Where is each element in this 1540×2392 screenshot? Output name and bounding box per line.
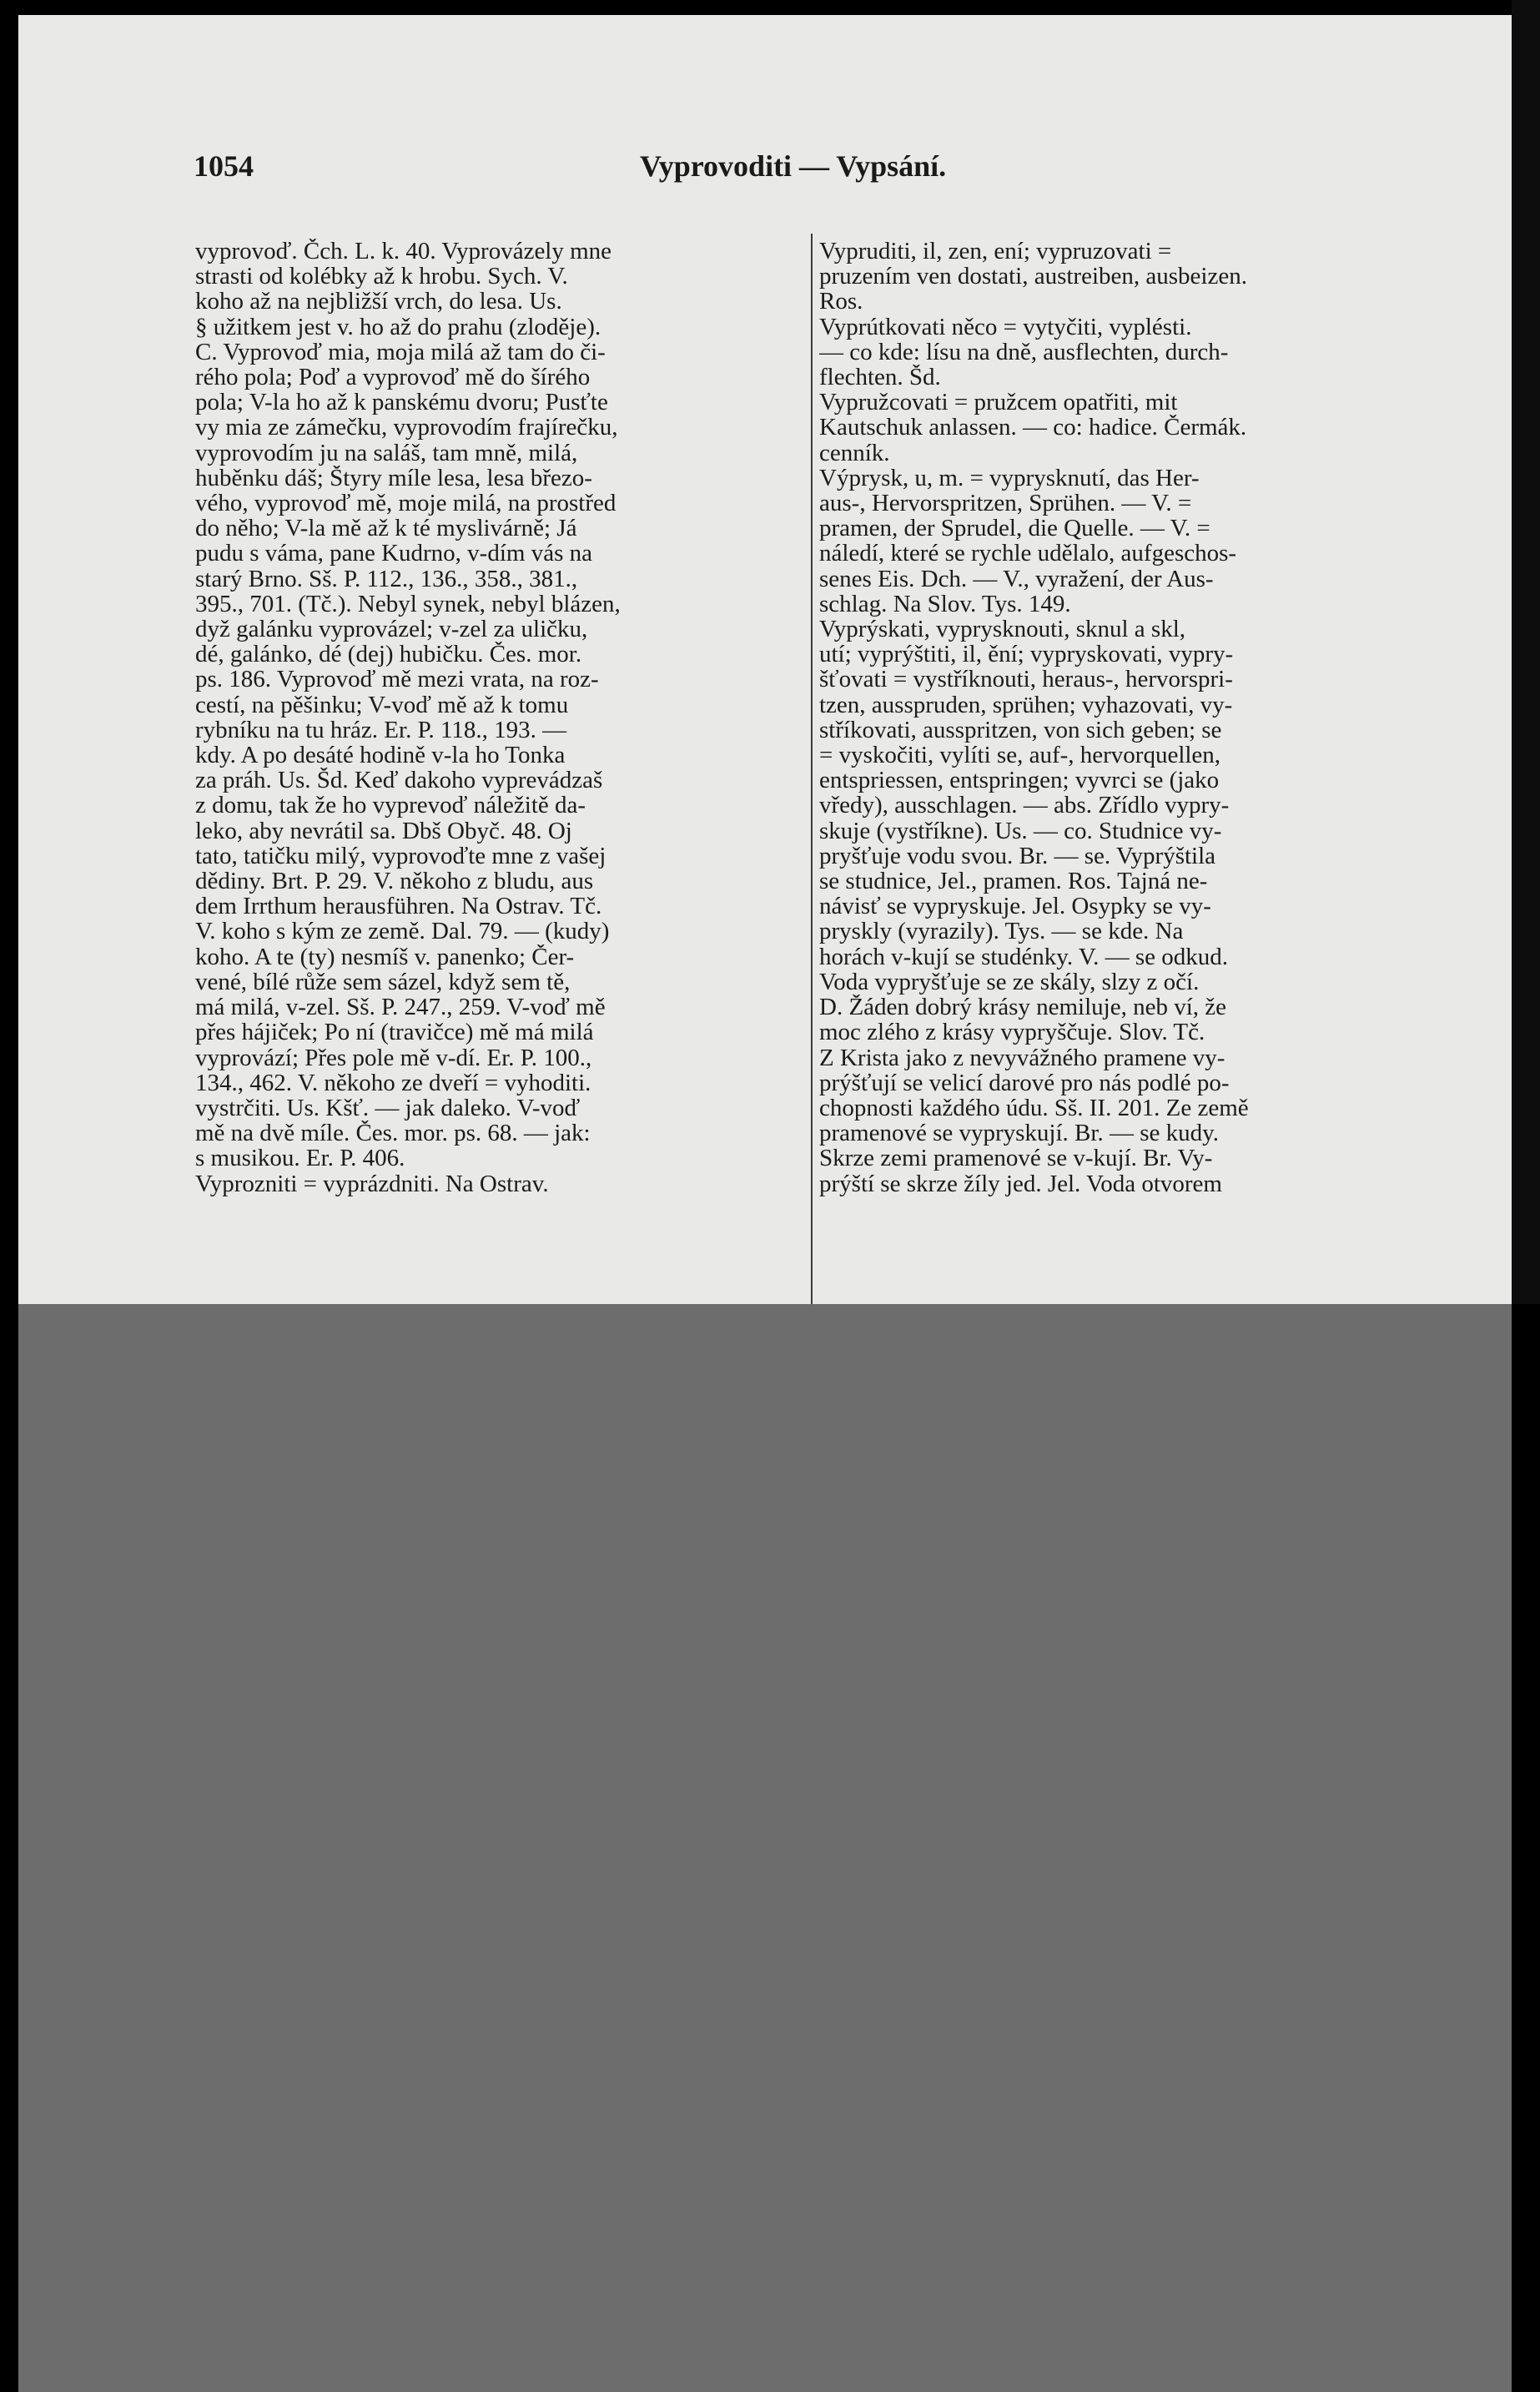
text-line: 134., 462. V. někoho ze dveří = vyhoditi. (195, 1070, 591, 1095)
text-line: Kautschuk anlassen. — co: hadice. Čermák. (819, 415, 1247, 441)
text-line: pryskly (vyrazily). Tys. — se kde. Na (819, 919, 1184, 944)
text-line: = vyskočiti, vylíti se, auf-, hervorquellen, (819, 743, 1221, 768)
text-line: pramen, der Sprudel, die Quelle. — V. = (819, 516, 1210, 541)
dictionary-page (18, 15, 1512, 1304)
text-line: dem Irrthum herausführen. Na Ostrav. Tč. (195, 894, 602, 919)
text-line: Vypružcovati = pružcem opatřiti, mit (819, 390, 1178, 415)
text-line: Voda vypryšťuje se ze skály, slzy z očí. (819, 969, 1200, 995)
text-line: leko, aby nevrátil sa. Dbš Obyč. 48. Oj (195, 818, 572, 843)
text-line: rybníku na tu hráz. Er. P. 118., 193. — (195, 717, 567, 743)
text-line: Vyprýskati, vyprysknouti, sknul a skl, (819, 617, 1186, 642)
text-line: D. Žáden dobrý krásy nemiluje, neb ví, že (819, 995, 1227, 1020)
text-line: vyprovoď. Čch. L. k. 40. Vyprovázely mne (195, 239, 612, 264)
column-divider (811, 234, 813, 1304)
left-column (195, 239, 804, 1304)
text-line: vyprovází; Přes pole mě v-dí. Er. P. 100., (195, 1045, 592, 1070)
text-line: Vyprozniti = vyprázdniti. Na Ostrav. (195, 1171, 549, 1196)
text-line: za práh. Us. Šd. Keď dakoho vyprevádzaš (195, 768, 603, 793)
text-line: cenník. (819, 440, 890, 466)
right-column (819, 239, 1425, 1304)
text-line: kdy. A po desáté hodině v-la ho Tonka (195, 743, 566, 768)
text-line: strasti od kolébky až k hrobu. Sych. V. (195, 264, 568, 290)
text-line: starý Brno. Sš. P. 112., 136., 358., 381., (195, 566, 578, 592)
text-line: ps. 186. Vyprovoď mě mezi vrata, na roz- (195, 667, 599, 692)
text-line: pramenové se vypryskují. Br. — se kudy. (819, 1120, 1219, 1146)
text-line: má milá, v-zel. Sš. P. 247., 259. V-voď mě (195, 995, 606, 1020)
text-line: přes hájiček; Po ní (travičce) mě má milá (195, 1020, 594, 1045)
text-line: cestí, na pěšinku; V-voď mě až k tomu (195, 692, 569, 718)
text-line: stříkovati, ausspritzen, von sich geben; se (819, 717, 1222, 743)
text-line: koho. A te (ty) nesmíš v. panenko; Čer- (195, 944, 575, 969)
page-header (18, 140, 1512, 190)
text-line: § užitkem jest v. ho až do prahu (zloděje). (195, 314, 601, 340)
text-line: vystrčiti. Us. Kšť. — jak daleko. V-voď (195, 1095, 581, 1121)
text-line: horách v-kují se studénky. V. — se odkud. (819, 944, 1228, 969)
scan-right-border (1512, 0, 1540, 1304)
text-line: chopnosti každého údu. Sš. II. 201. Ze země (819, 1095, 1249, 1121)
text-line: huběnku dáš; Štyry míle lesa, lesa březo- (195, 465, 592, 491)
text-line: dyž galánku vyprovázel; v-zel za uličku, (195, 617, 588, 642)
text-line: pruzením ven dostati, austreiben, ausbeizen. (819, 264, 1247, 290)
text-line: rého pola; Poď a vyprovoď mě do šírého (195, 365, 591, 390)
text-line: C. Vyprovoď mia, moja milá až tam do či- (195, 339, 606, 365)
text-line: vené, bílé růže sem sázel, když sem tě, (195, 969, 571, 995)
text-line: 395., 701. (Tč.). Nebyl synek, nebyl blázen, (195, 591, 621, 617)
text-line: tzen, ausspruden, sprühen; vyhazovati, vy- (819, 692, 1233, 718)
text-line: flechten. Šd. (819, 365, 941, 390)
text-line: z domu, tak že ho vyprevoď náležitě da- (195, 793, 586, 818)
text-line: dědiny. Brt. P. 29. V. někoho z bludu, aus (195, 869, 594, 894)
text-line: náledí, které se rychle udělalo, aufgeschos- (819, 541, 1237, 567)
text-line: mě na dvě míle. Čes. mor. ps. 68. — jak: (195, 1120, 591, 1146)
text-line: prýšťují se velicí darové pro nás podlé po- (819, 1070, 1230, 1095)
text-line: skuje (vystříkne). Us. — co. Studnice vy- (819, 818, 1222, 843)
text-line: schlag. Na Slov. Tys. 149. (819, 591, 1071, 617)
text-line: koho až na nejbližší vrch, do lesa. Us. (195, 289, 562, 315)
text-line: tato, tatičku milý, vyprovoďte mne z vašej (195, 843, 606, 869)
text-line: Vypruditi, il, zen, ení; vypruzovati = (819, 239, 1172, 264)
text-line: vy mia ze zámečku, vyprovodím frajírečku, (195, 415, 618, 441)
running-head: Vyprovoditi — Vypsání. (640, 149, 947, 183)
text-line: se studnice, Jel., pramen. Ros. Tajná ne- (819, 869, 1208, 894)
text-line: vyprovodím ju na saláš, tam mně, milá, (195, 440, 578, 466)
text-line: V. koho s kým ze země. Dal. 79. — (kudy) (195, 919, 610, 944)
text-line: — co kde: lísu na dně, ausflechten, durch- (819, 339, 1229, 365)
text-line: Vyprútkovati něco = vytyčiti, vyplésti. (819, 314, 1192, 340)
text-line: moc zlého z krásy vypryščuje. Slov. Tč. (819, 1020, 1205, 1045)
text-line: pryšťuje vodu svou. Br. — se. Vyprýštila (819, 843, 1216, 869)
text-line: do něho; V-la mě až k té myslivárně; Já (195, 516, 577, 541)
text-line: utí; vyprýštiti, il, ění; vypryskovati, vypry- (819, 642, 1234, 667)
text-line: entspriessen, entspringen; vyvrci se (jako (819, 768, 1220, 793)
text-line: prýští se skrze žíly jed. Jel. Voda otvorem (819, 1171, 1222, 1196)
text-line: Výprysk, u, m. = vyprysknutí, das Her- (819, 465, 1200, 491)
text-line: s musikou. Er. P. 406. (195, 1146, 405, 1171)
text-line: Z Krista jako z nevyvážného pramene vy- (819, 1045, 1225, 1070)
gray-cover-area (18, 1304, 1512, 2392)
text-line: senes Eis. Dch. — V., vyražení, der Aus- (819, 566, 1214, 592)
text-line: vého, vyprovoď mě, moje milá, na prostřed (195, 491, 617, 516)
page-number: 1054 (194, 149, 254, 183)
text-line: vředy), ausschlagen. — abs. Zřídlo vypry- (819, 793, 1230, 818)
text-line: aus-, Hervorspritzen, Sprühen. — V. = (819, 491, 1192, 516)
text-line: Skrze zemi pramenové se v-kují. Br. Vy- (819, 1146, 1213, 1171)
text-line: pudu s váma, pane Kudrno, v-dím vás na (195, 541, 592, 567)
text-line: pola; V-la ho až k panskému dvoru; Pusťte (195, 390, 608, 415)
text-line: Ros. (819, 289, 863, 315)
text-line: šťovati = vystříknouti, heraus-, hervorspri- (819, 667, 1233, 692)
text-line: návisť se vypryskuje. Jel. Osypky se vy- (819, 894, 1211, 919)
text-line: dé, galánko, dé (dej) hubičku. Čes. mor. (195, 642, 582, 667)
